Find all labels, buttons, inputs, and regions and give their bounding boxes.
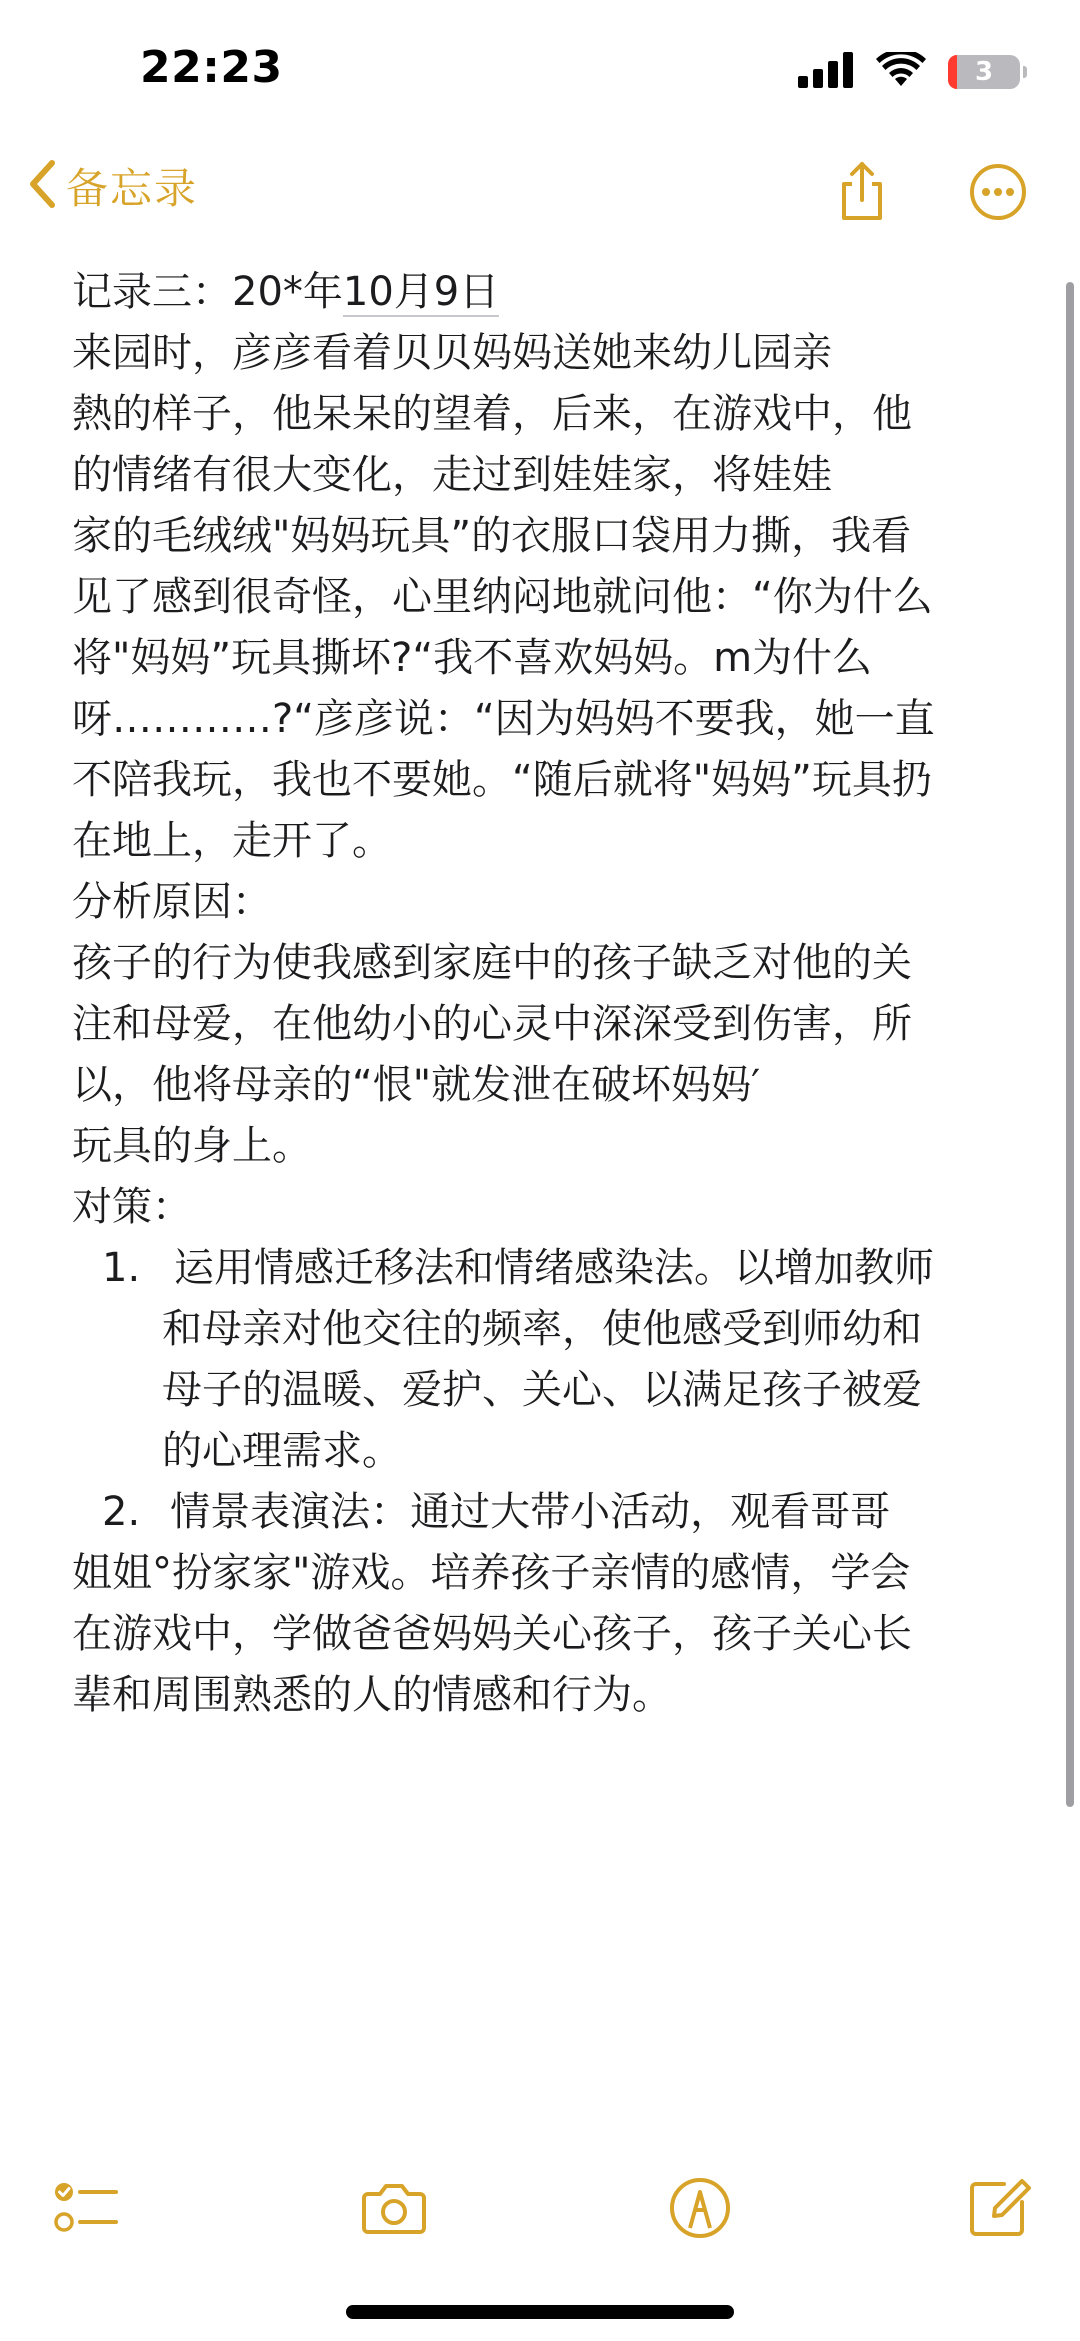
paragraph-line: 熱的样子，他呆呆的望着，后来，在游戏中，他: [72, 391, 912, 437]
compose-icon: [964, 2227, 1032, 2246]
scrollbar[interactable]: [1066, 282, 1074, 1807]
paragraph-line: 将"妈妈”玩具撕坏?“我不喜欢妈妈。m为什么: [72, 635, 873, 681]
list-item-2-line: 姐姐°扮家家"游戏。培养孩子亲情的感情，学会: [72, 1550, 911, 1596]
analysis-line: 孩子的行为使我感到家庭中的孩子缺乏对他的关: [72, 940, 912, 986]
battery-icon: [948, 55, 1020, 89]
note-title: [72, 262, 1022, 323]
camera-icon: [360, 2227, 428, 2246]
status-icons: [798, 50, 1020, 94]
list-item-2-line: 在游戏中，学做爸爸妈妈关心孩子，孩子关心长: [72, 1611, 912, 1657]
share-button[interactable]: [830, 160, 894, 224]
list-item-2-line: 2. 情景表演法：通过大带小活动，观看哥哥: [102, 1489, 891, 1535]
more-icon: [966, 209, 1030, 228]
list-line: 的心理需求。: [162, 1428, 402, 1474]
note-body[interactable]: [72, 262, 1022, 1726]
compose-button[interactable]: [964, 2174, 1032, 2242]
analysis-heading: 分析原因：: [72, 879, 272, 925]
share-icon: [830, 209, 894, 228]
analysis-line: 以，他将母亲的“恨"就发泄在破坏妈妈′: [72, 1062, 761, 1108]
list-line: 和母亲对他交往的频率，使他感受到师幼和: [162, 1306, 922, 1352]
list-line: 运用情感迁移法和情绪感染法。以增加教师: [174, 1245, 934, 1291]
date-prefix: 记录三：20*年: [72, 269, 343, 315]
cellular-signal-icon: [798, 52, 854, 92]
analysis-line: 注和母爱，在他幼小的心灵中深深受到伤害，所: [72, 1001, 912, 1047]
paragraph-line: 呀…………?“彦彦说：“因为妈妈不要我，她一直: [72, 696, 935, 742]
camera-button[interactable]: [360, 2174, 428, 2242]
paragraph-line: 的情绪有很大变化，走过到娃娃家，将娃娃: [72, 452, 832, 498]
back-label: 备忘录: [66, 164, 199, 213]
markup-button[interactable]: [666, 2174, 734, 2242]
paragraph-line: 在地上，走开了。: [72, 818, 392, 864]
list-line: 母子的温暖、爱护、关心、以满足孩子被爱: [162, 1367, 922, 1413]
paragraph-line: 家的毛绒绒"妈妈玩具”的衣服口袋用力撕，我看: [72, 513, 912, 559]
list-number: 1.: [102, 1245, 141, 1291]
nav-bar: [0, 140, 1080, 240]
list-number: 2.: [102, 1489, 141, 1535]
status-bar: [0, 0, 1080, 140]
paragraph-line: 来园时，彦彦看着贝贝妈妈送她来幼儿园亲: [72, 330, 832, 376]
battery-level: 3: [974, 57, 994, 87]
numbered-list-item-1: [72, 1238, 1022, 1482]
paragraph-line: 见了感到很奇怪，心里纳闷地就问他：“你为什么: [72, 574, 933, 620]
chevron-left-icon: [28, 159, 56, 213]
wifi-icon: [876, 52, 926, 92]
home-indicator[interactable]: [346, 2305, 734, 2319]
bottom-toolbar: [0, 2160, 1080, 2250]
list-item-2-line: 辈和周围熟悉的人的情感和行为。: [72, 1672, 672, 1718]
strategy-heading: 对策：: [72, 1184, 192, 1230]
paragraph-line: 不陪我玩，我也不要她。“随后就将"妈妈”玩具扔: [72, 757, 932, 803]
status-time: 22:23: [140, 42, 283, 93]
checklist-button[interactable]: [52, 2174, 120, 2242]
back-button[interactable]: [28, 154, 198, 218]
checklist-icon: [52, 2227, 120, 2246]
date-text[interactable]: 10月9日: [342, 269, 500, 315]
markup-icon: [666, 2227, 734, 2246]
analysis-line: 玩具的身上。: [72, 1123, 312, 1169]
more-button[interactable]: [966, 160, 1030, 224]
